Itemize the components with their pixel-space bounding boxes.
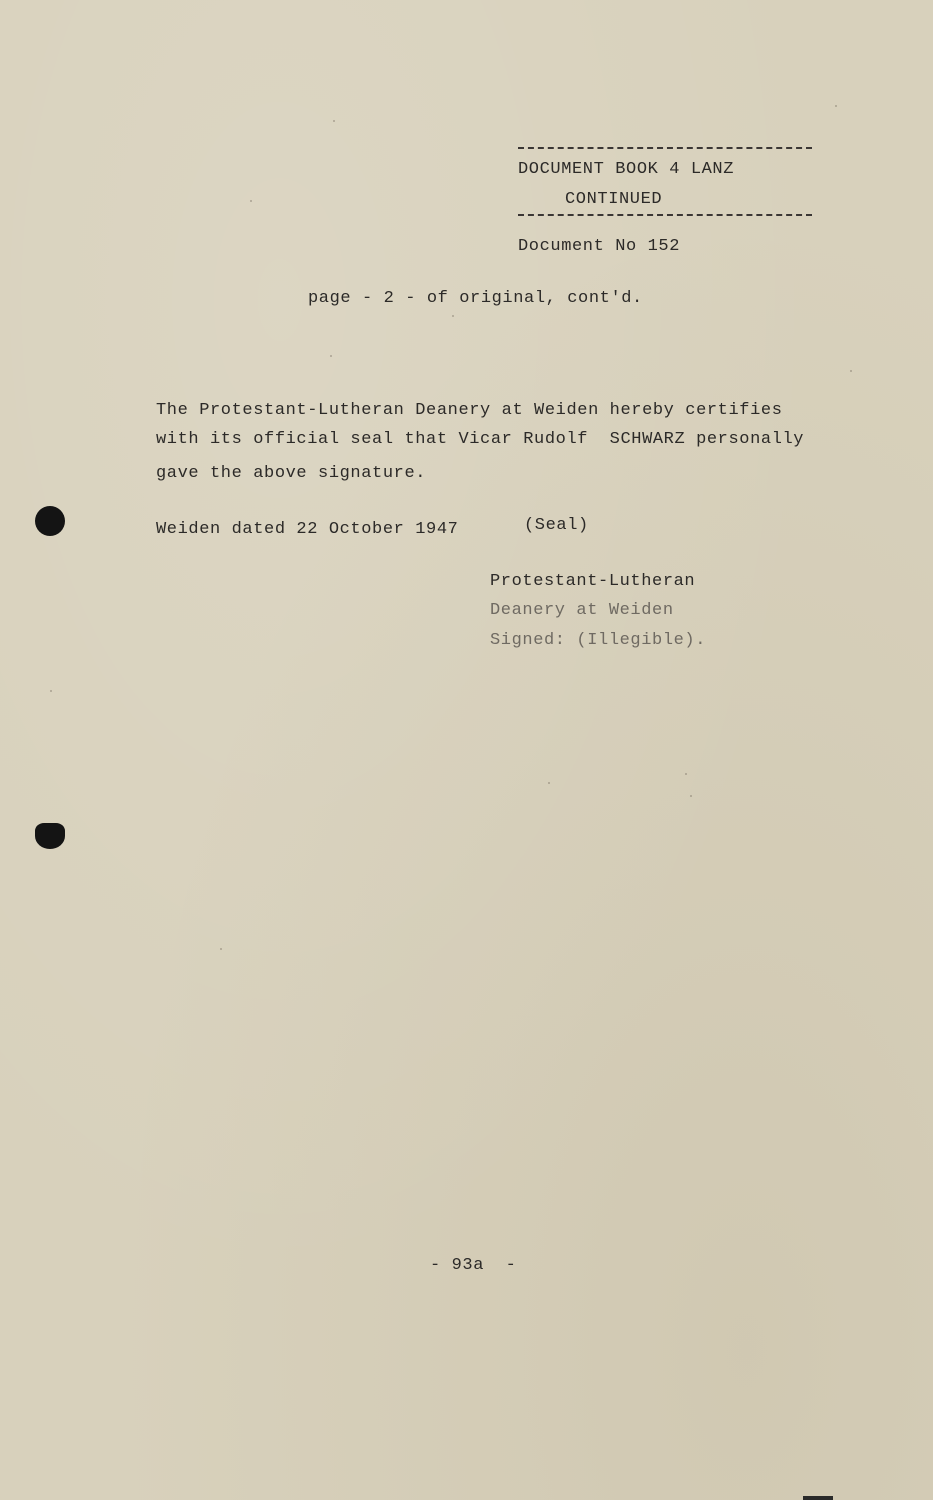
signature-deanery: Deanery at Weiden (490, 601, 674, 620)
signature-org: Protestant-Lutheran (490, 572, 696, 591)
punch-hole-bottom (35, 823, 65, 849)
header-bottom-rule (518, 214, 812, 216)
edge-mark (803, 1496, 833, 1500)
page-reference: page - 2 - of original, cont'd. (308, 289, 643, 308)
paper-speck (850, 370, 852, 372)
punch-hole-top (35, 506, 65, 536)
seal-note: (Seal) (524, 516, 589, 535)
body-line-3: gave the above signature. (156, 464, 427, 483)
paper-speck (685, 773, 687, 775)
dateline: Weiden dated 22 October 1947 (156, 520, 459, 539)
paper-speck (333, 120, 335, 122)
paper-speck (330, 355, 332, 357)
paper-speck (452, 315, 454, 317)
body-line-2: with its official seal that Vicar Rudolf SCHWARZ personally (156, 430, 805, 449)
document-number: Document No 152 (518, 237, 681, 256)
paper-speck (548, 782, 550, 784)
signature-signed: Signed: (Illegible). (490, 631, 707, 650)
document-book-title: DOCUMENT BOOK 4 LANZ (518, 160, 735, 179)
header-top-rule (518, 147, 812, 149)
paper-speck (835, 105, 837, 107)
paper-speck (250, 200, 252, 202)
continued-label: CONTINUED (565, 190, 663, 209)
paper-speck (50, 690, 52, 692)
paper-speck (220, 948, 222, 950)
page-number: - 93a - (430, 1256, 517, 1275)
paper-speck (690, 795, 692, 797)
body-line-1: The Protestant-Lutheran Deanery at Weiden hereby certifies (156, 401, 783, 420)
